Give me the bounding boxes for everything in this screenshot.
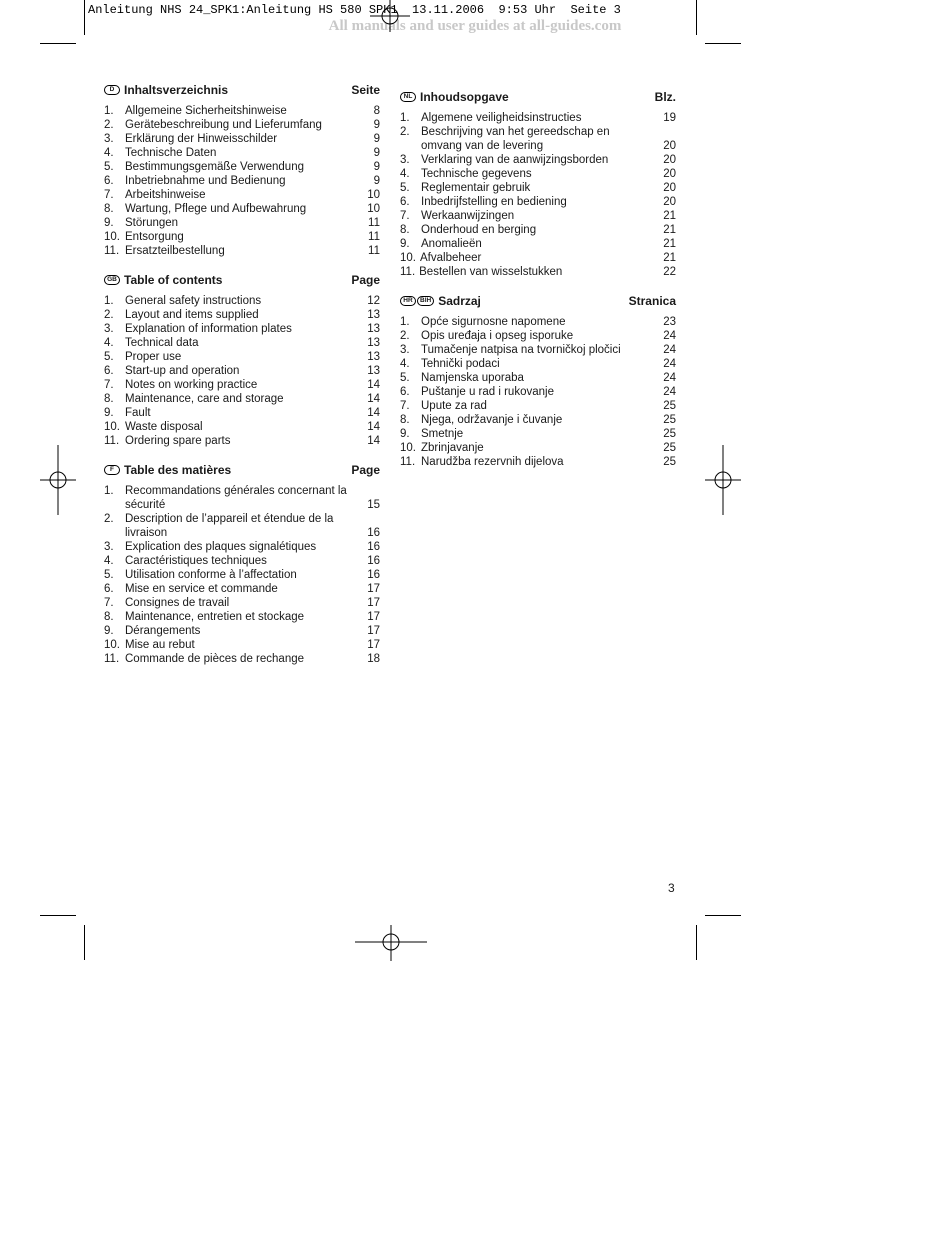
entry-number: 2. (104, 119, 114, 131)
toc-section (104, 272, 380, 448)
toc-entry (104, 146, 380, 160)
entry-number: 4. (400, 358, 410, 370)
entry-page: 17 (367, 625, 380, 637)
toc-entry (104, 420, 380, 434)
toc-entry (400, 357, 676, 371)
entry-number: 10. (104, 421, 120, 433)
entry-page: 24 (663, 386, 676, 398)
entry-number: 7. (104, 189, 114, 201)
toc-entry (104, 322, 380, 336)
toc-entry (400, 385, 676, 399)
language-badge: NL (400, 92, 416, 102)
entry-title: Mise au rebut (125, 639, 195, 651)
entry-page: 14 (367, 407, 380, 419)
registration-mark-right (705, 445, 741, 515)
toc-column-right (400, 89, 676, 483)
entry-page: 13 (367, 337, 380, 349)
entry-title: Opis uređaja i opseg isporuke (421, 330, 574, 342)
entry-title: Technische Daten (125, 147, 217, 159)
toc-section (104, 82, 380, 258)
entry-page: 20 (663, 154, 676, 166)
entry-page: 14 (367, 379, 380, 391)
entry-page: 9 (373, 161, 380, 173)
entry-page: 20 (663, 140, 676, 152)
entry-title: Verklaring van de aanwijzingsborden (421, 154, 609, 166)
entry-page: 9 (373, 133, 380, 145)
section-header (104, 462, 380, 477)
entry-page: 11 (368, 245, 380, 257)
entry-title: Waste disposal (125, 421, 203, 433)
entry-page: 9 (373, 147, 380, 159)
entry-number: 5. (104, 569, 114, 581)
entry-page: 22 (663, 266, 676, 278)
entry-page: 20 (663, 196, 676, 208)
toc-entry (104, 392, 380, 406)
toc-entry (400, 209, 676, 223)
entry-title: Bestellen van wisselstukken (419, 266, 563, 278)
entry-number: 4. (104, 147, 114, 159)
entry-number: 3. (104, 323, 114, 335)
entry-title: Anomalieën (421, 238, 482, 250)
entry-number: 3. (400, 344, 410, 356)
entry-title: Notes on working practice (125, 379, 258, 391)
entry-number: 7. (400, 400, 410, 412)
entry-page: 14 (367, 435, 380, 447)
entry-title: Algemene veiligheidsinstructies (421, 112, 582, 124)
entry-title: Erklärung der Hinweisschilder (125, 133, 278, 145)
entry-number: 7. (104, 379, 114, 391)
toc-entry (104, 294, 380, 308)
entry-title: Njega, održavanje i čuvanje (421, 414, 563, 426)
entry-title: Start-up and operation (125, 365, 240, 377)
entry-title: Mise en service et commande (125, 583, 278, 595)
entry-title: General safety instructions (125, 295, 262, 307)
entry-number: 8. (104, 203, 114, 215)
entry-title: Opće sigurnosne napomene (421, 316, 566, 328)
toc-section (400, 89, 676, 279)
entry-page: 25 (663, 414, 676, 426)
toc-list (104, 294, 380, 448)
section-title: Inhaltsverzeichnis (124, 82, 229, 97)
toc-entry (104, 582, 380, 596)
watermark: All manuals and user guides at all-guides.com (328, 18, 622, 34)
section-title: Sadrzaj (438, 293, 481, 308)
entry-page: 8 (373, 105, 380, 117)
entry-title: Utilisation conforme à l’affectation (125, 569, 297, 581)
entry-number: 9. (104, 407, 114, 419)
entry-page: 17 (367, 639, 380, 651)
entry-number: 4. (400, 168, 410, 180)
toc-entry (104, 406, 380, 420)
entry-title: Gerätebeschreibung und Lieferumfang (125, 119, 322, 131)
entry-page: 17 (367, 611, 380, 623)
toc-list (400, 315, 676, 469)
toc-entry (400, 125, 676, 153)
toc-entry (400, 315, 676, 329)
entry-page: 20 (663, 168, 676, 180)
entry-number: 6. (400, 386, 410, 398)
section-header (104, 272, 380, 287)
entry-page: 11 (368, 231, 380, 243)
entry-number: 2. (104, 513, 114, 525)
entry-number: 2. (104, 309, 114, 321)
toc-entry (104, 174, 380, 188)
page-column-label: Stranica (628, 293, 676, 308)
entry-title: Afvalbeheer (420, 252, 482, 264)
toc-entry (104, 216, 380, 230)
entry-title: Wartung, Pflege und Aufbewahrung (125, 203, 307, 215)
toc-entry (104, 336, 380, 350)
entry-number: 1. (104, 105, 114, 117)
entry-page: 24 (663, 344, 676, 356)
entry-number: 10. (400, 442, 416, 454)
entry-number: 5. (400, 182, 410, 194)
entry-number: 9. (400, 238, 410, 250)
toc-entry (104, 610, 380, 624)
print-header-line: Anleitung NHS 24_SPK1:Anleitung HS 580 SPK1 13.11.2006 9:53 Uhr Seite 3 (88, 3, 621, 17)
language-badge: GB (104, 275, 120, 285)
section-header (104, 82, 380, 97)
toc-entry (400, 399, 676, 413)
registration-mark-bottom (355, 925, 427, 961)
entry-page: 21 (663, 224, 676, 236)
entry-title: Namjenska uporaba (421, 372, 524, 384)
entry-number: 11. (104, 435, 120, 447)
entry-title: Allgemeine Sicherheitshinweise (125, 105, 287, 117)
entry-page: 15 (367, 499, 380, 511)
entry-number: 10. (104, 231, 120, 243)
entry-number: 10. (400, 252, 416, 264)
entry-title: Layout and items supplied (125, 309, 259, 321)
toc-entry (104, 160, 380, 174)
language-badge: HR (400, 296, 416, 306)
entry-number: 7. (104, 597, 114, 609)
entry-page: 10 (367, 189, 380, 201)
toc-entry (104, 624, 380, 638)
entry-number: 3. (400, 154, 410, 166)
toc-entry (104, 350, 380, 364)
toc-entry (104, 652, 380, 666)
toc-entry (104, 484, 380, 512)
entry-page: 16 (367, 527, 380, 539)
entry-title: Störungen (125, 217, 179, 229)
toc-entry (104, 378, 380, 392)
language-badge: BIH (417, 296, 434, 306)
entry-title: Tumačenje natpisa na tvorničkoj pločici (421, 344, 621, 356)
entry-title: Reglementair gebruik (421, 182, 531, 194)
toc-entry (104, 554, 380, 568)
entry-page: 14 (367, 393, 380, 405)
entry-title: Bestimmungsgemäße Verwendung (125, 161, 304, 173)
entry-page: 25 (663, 442, 676, 454)
entry-number: 11. (400, 266, 416, 278)
entry-page: 12 (367, 295, 380, 307)
entry-number: 9. (104, 217, 114, 229)
entry-number: 11. (400, 456, 416, 468)
toc-entry (400, 181, 676, 195)
toc-list (104, 104, 380, 258)
page-column-label: Seite (351, 82, 380, 97)
entry-number: 2. (400, 330, 410, 342)
toc-entry (104, 364, 380, 378)
toc-entry (400, 223, 676, 237)
toc-entry (400, 111, 676, 125)
entry-number: 11. (104, 653, 120, 665)
entry-title: Commande de pièces de rechange (125, 653, 305, 665)
entry-number: 9. (104, 625, 114, 637)
section-header (400, 293, 676, 308)
entry-page: 16 (367, 541, 380, 553)
entry-page: 21 (663, 252, 676, 264)
entry-number: 1. (104, 485, 114, 497)
toc-section (400, 293, 676, 469)
entry-number: 8. (400, 224, 410, 236)
entry-title: Ordering spare parts (125, 435, 231, 447)
entry-page: 25 (663, 456, 676, 468)
entry-page: 17 (367, 597, 380, 609)
toc-entry (104, 244, 380, 258)
entry-page: 16 (367, 569, 380, 581)
entry-page: 10 (367, 203, 380, 215)
entry-title: Explication des plaques signalétiques (125, 541, 317, 553)
entry-page: 24 (663, 358, 676, 370)
toc-column-left (104, 82, 380, 680)
entry-number: 6. (104, 583, 114, 595)
toc-entry (104, 188, 380, 202)
toc-entry (104, 230, 380, 244)
toc-entry (400, 455, 676, 469)
toc-entry (104, 104, 380, 118)
entry-page: 24 (663, 330, 676, 342)
entry-number: 6. (400, 196, 410, 208)
toc-entry (400, 343, 676, 357)
toc-entry (104, 132, 380, 146)
entry-page: 18 (367, 653, 380, 665)
entry-page: 20 (663, 182, 676, 194)
entry-title: Tehnički podaci (421, 358, 500, 370)
registration-mark-top (370, 0, 410, 32)
language-badge: F (104, 465, 120, 475)
entry-page: 14 (367, 421, 380, 433)
toc-entry (400, 329, 676, 343)
entry-number: 4. (104, 337, 114, 349)
toc-entry (104, 540, 380, 554)
entry-page: 24 (663, 372, 676, 384)
entry-title: Onderhoud en berging (421, 224, 537, 236)
entry-title: Inbedrijfstelling en bediening (421, 196, 567, 208)
entry-page: 9 (373, 119, 380, 131)
toc-entry (400, 265, 676, 279)
entry-page: 25 (663, 400, 676, 412)
entry-title: Maintenance, entretien et stockage (125, 611, 305, 623)
entry-number: 3. (104, 133, 114, 145)
toc-entry (400, 413, 676, 427)
toc-entry (104, 568, 380, 582)
entry-title: Caractéristiques techniques (125, 555, 267, 567)
toc-entry (104, 118, 380, 132)
entry-number: 1. (400, 112, 410, 124)
entry-title: Dérangements (125, 625, 201, 637)
entry-title: Upute za rad (421, 400, 487, 412)
entry-title: Zbrinjavanje (421, 442, 484, 454)
section-title: Table des matières (124, 462, 232, 477)
entry-number: 5. (104, 161, 114, 173)
entry-title: Recommandations générales concernant la sécurité (125, 485, 347, 511)
entry-title: Explanation of information plates (125, 323, 292, 335)
entry-title: Narudžba rezervnih dijelova (421, 456, 564, 468)
toc-entry (400, 167, 676, 181)
registration-mark-left (40, 445, 76, 515)
toc-entry (104, 512, 380, 540)
entry-page: 13 (367, 309, 380, 321)
entry-page: 23 (663, 316, 676, 328)
entry-title: Inbetriebnahme und Bedienung (125, 175, 286, 187)
page-column-label: Page (351, 462, 380, 477)
entry-title: Technical data (125, 337, 199, 349)
section-title: Table of contents (124, 272, 223, 287)
page-column-label: Page (351, 272, 380, 287)
entry-title: Technische gegevens (421, 168, 532, 180)
entry-number: 6. (104, 365, 114, 377)
entry-title: Proper use (125, 351, 182, 363)
entry-page: 13 (367, 323, 380, 335)
entry-number: 1. (104, 295, 114, 307)
entry-number: 9. (400, 428, 410, 440)
toc-entry (104, 434, 380, 448)
entry-number: 10. (104, 639, 120, 651)
entry-number: 7. (400, 210, 410, 222)
toc-entry (400, 441, 676, 455)
section-title: Inhoudsopgave (420, 89, 509, 104)
entry-title: Consignes de travail (125, 597, 230, 609)
entry-number: 11. (104, 245, 120, 257)
entry-number: 6. (104, 175, 114, 187)
entry-number: 5. (400, 372, 410, 384)
toc-entry (400, 237, 676, 251)
entry-title: Werkaanwijzingen (421, 210, 515, 222)
page-number: 3 (668, 881, 675, 895)
entry-page: 11 (368, 217, 380, 229)
toc-list (104, 484, 380, 666)
entry-title: Maintenance, care and storage (125, 393, 284, 405)
language-badge: D (104, 85, 120, 95)
toc-entry (104, 596, 380, 610)
entry-title: Arbeitshinweise (125, 189, 206, 201)
entry-page: 16 (367, 555, 380, 567)
entry-title: Description de l’appareil et étendue de la livraison (125, 513, 334, 539)
toc-entry (104, 308, 380, 322)
entry-number: 8. (400, 414, 410, 426)
entry-page: 17 (367, 583, 380, 595)
toc-list (400, 111, 676, 279)
toc-entry (104, 638, 380, 652)
entry-number: 8. (104, 393, 114, 405)
entry-title: Puštanje u rad i rukovanje (421, 386, 554, 398)
entry-title: Fault (125, 407, 151, 419)
entry-page: 9 (373, 175, 380, 187)
entry-title: Smetnje (421, 428, 464, 440)
toc-entry (104, 202, 380, 216)
toc-entry (400, 251, 676, 265)
entry-number: 3. (104, 541, 114, 553)
entry-page: 19 (663, 112, 676, 124)
toc-entry (400, 195, 676, 209)
toc-entry (400, 427, 676, 441)
entry-number: 2. (400, 126, 410, 138)
toc-entry (400, 371, 676, 385)
entry-page: 21 (663, 238, 676, 250)
entry-title: Ersatzteilbestellung (125, 245, 225, 257)
section-header (400, 89, 676, 104)
entry-number: 4. (104, 555, 114, 567)
entry-page: 21 (663, 210, 676, 222)
entry-title: Beschrijving van het gereedschap en omvang van de levering (421, 126, 610, 152)
page-column-label: Blz. (654, 89, 676, 104)
toc-section (104, 462, 380, 666)
entry-page: 13 (367, 365, 380, 377)
entry-number: 1. (400, 316, 410, 328)
entry-page: 25 (663, 428, 676, 440)
entry-number: 8. (104, 611, 114, 623)
entry-title: Entsorgung (125, 231, 184, 243)
toc-entry (400, 153, 676, 167)
entry-page: 13 (367, 351, 380, 363)
entry-number: 5. (104, 351, 114, 363)
